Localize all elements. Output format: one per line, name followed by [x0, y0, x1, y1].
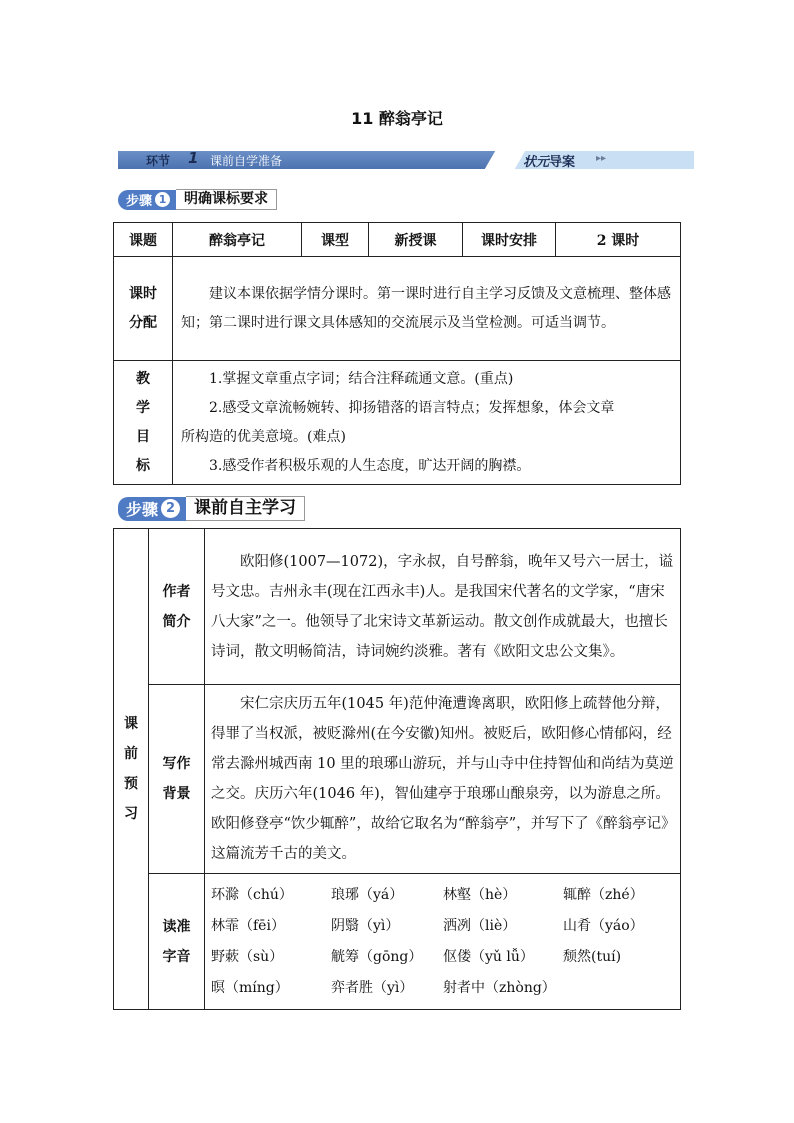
- banner-guide: [523, 151, 575, 170]
- step1-pill: [118, 190, 176, 210]
- background-label: [149, 685, 205, 874]
- goal-1: 1.掌握文章重点字词；结合注释疏通文意。(重点): [209, 370, 514, 387]
- pron-item: 弈者胜（yì）: [331, 979, 414, 996]
- goals-label: [114, 361, 173, 485]
- pron-item: 暝（míng）: [211, 979, 289, 996]
- side-char: 习: [124, 806, 138, 822]
- type-value: 新授课: [369, 223, 463, 257]
- pron-item: 觥筹（gōng）: [331, 948, 423, 965]
- banner-guide-b: 导案: [549, 155, 576, 170]
- table-row: [114, 257, 681, 361]
- author-text-cell: [205, 529, 681, 685]
- step1-header: [118, 189, 277, 210]
- step2-pill-label: 步骤: [126, 500, 159, 519]
- pronunciation-grid: [211, 880, 674, 1004]
- step2-title: 课前自主学习: [186, 496, 305, 521]
- pron-item: 山肴（yáo）: [563, 917, 644, 934]
- pron-item: 林壑（hè）: [443, 886, 517, 903]
- banner-dark-bar: [118, 151, 510, 169]
- pron-item: 辄醉（zhé）: [563, 886, 644, 903]
- pronunciation-cell: [205, 874, 681, 1010]
- preview-side-label: [114, 529, 149, 1010]
- pron-item: 环滁（chú）: [211, 886, 293, 903]
- alloc-text: 建议本课依据学情分课时。第一课时进行自主学习反馈及文意梳理、整体感知；第二课时进行课文具体感知的交流展示及当堂检测。可适当调节。: [181, 285, 671, 331]
- table-row: [114, 223, 681, 257]
- banner-number: 1: [188, 149, 199, 167]
- double-arrow-icon: ▸▸: [596, 153, 607, 164]
- side-char: 课: [124, 716, 138, 732]
- pron-item: 琅琊（yá）: [331, 886, 404, 903]
- pron-item: 林霏（fēi）: [211, 917, 285, 934]
- section-banner: [118, 151, 694, 169]
- step1-number-icon: 1: [155, 192, 170, 207]
- pron-item: 阴翳（yì）: [331, 917, 400, 934]
- goals-text-cell: [173, 361, 681, 485]
- side-char: 前: [124, 746, 138, 762]
- preview-table: [113, 528, 681, 1010]
- background-text: 宋仁宗庆历五年(1045 年)范仲淹遭谗离职，欧阳修上疏替他分辩，得罪了当权派，被贬滁州(在今安徽)知州。被贬后，欧阳修心情郁闷，经常去滁州城西南 10 里的琅琊山游玩，并与山寺中住持智仙和尚结为莫逆之交。庆历六年(1046 年)，智仙建亭于琅琊山酿泉旁，以为游息之所。欧阳修登亭“饮少辄醉”，故给它取名为“醉翁亭”，并写下了《醉翁亭记》这篇流芳千古的美文。: [211, 696, 674, 862]
- author-label: [149, 529, 205, 685]
- step2-number-icon: 2: [161, 499, 180, 518]
- pron-item: 射者中（zhòng）: [443, 979, 556, 996]
- goals-label-char: 教: [136, 370, 150, 387]
- pronunciation-label: [149, 874, 205, 1010]
- pron-label-2: 字音: [162, 948, 191, 965]
- schedule-value: 2 课时: [556, 223, 681, 257]
- goal-3: 3.感受作者积极乐观的人生态度，旷达开阔的胸襟。: [209, 457, 531, 474]
- table-row: [114, 361, 681, 485]
- background-label-1: 写作: [162, 756, 191, 772]
- course-info-table: [113, 222, 681, 485]
- alloc-label-1: 课时: [129, 285, 157, 302]
- step2-pill: [118, 497, 186, 521]
- goals-label-char: 标: [136, 457, 150, 474]
- topic-value: 醉翁亭记: [173, 223, 302, 257]
- header-schedule: 课时安排: [463, 223, 556, 257]
- alloc-label-2: 分配: [129, 314, 157, 331]
- step1-title: 明确课标要求: [176, 189, 277, 210]
- goal-2b: 所构造的优美意境。(难点): [181, 428, 346, 445]
- alloc-text-cell: [173, 257, 681, 361]
- author-text: 欧阳修(1007—1072)，字永叔，自号醉翁，晚年又号六一居士，谥号文忠。吉州永丰(现在江西永丰)人。是我国宋代著名的文学家，“唐宋八大家”之一。他领导了北宋诗文革新运动。散文创作成就最大，也擅长诗词，散文明畅简洁，诗词婉约淡雅。著有《欧阳文忠公文集》。: [211, 553, 674, 660]
- pron-item: 颓然(tuí): [563, 948, 622, 965]
- pron-item: 野蔌（sù）: [211, 948, 284, 965]
- header-topic: 课题: [114, 223, 173, 257]
- banner-guide-a: 状元: [523, 155, 550, 170]
- step2-header: [118, 496, 305, 521]
- author-label-2: 简介: [162, 613, 191, 630]
- pron-item: 洒冽（liè）: [443, 917, 517, 934]
- goal-2a: 2.感受文章流畅婉转、抑扬错落的语言特点；发挥想象，体会文章: [209, 399, 615, 416]
- background-text-cell: [205, 685, 681, 874]
- table-row: [114, 874, 681, 1010]
- background-label-2: 背景: [162, 786, 191, 802]
- banner-label: 环节: [146, 154, 171, 168]
- pron-label-1: 读准: [162, 918, 191, 935]
- table-row: [114, 685, 681, 874]
- side-char: 预: [124, 776, 138, 792]
- author-label-1: 作者: [162, 583, 191, 600]
- header-type: 课型: [302, 223, 369, 257]
- page-title: 11 醉翁亭记: [351, 109, 443, 128]
- banner-text: 课前自学准备: [210, 154, 283, 168]
- goals-label-char: 目: [136, 428, 150, 445]
- step1-pill-label: 步骤: [126, 194, 153, 209]
- pron-item: 伛偻（yǔ lǚ）: [443, 948, 534, 965]
- alloc-label: [114, 257, 173, 361]
- goals-label-char: 学: [136, 399, 150, 416]
- table-row: [114, 529, 681, 685]
